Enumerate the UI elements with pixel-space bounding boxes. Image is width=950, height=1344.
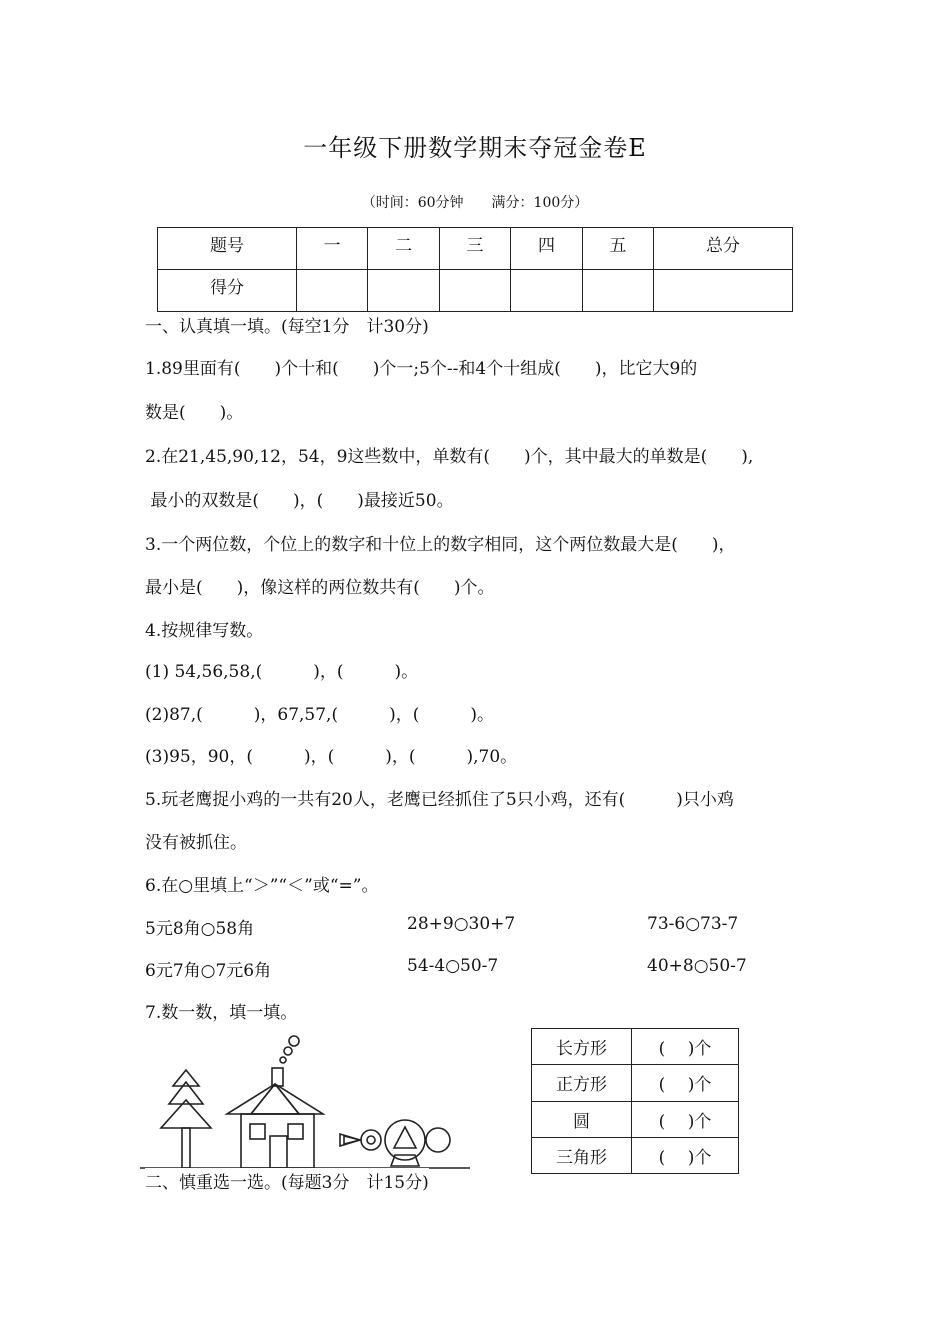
score-blank-cell[interactable] [582, 270, 653, 312]
house-roof-inner-triangle [251, 1084, 299, 1114]
q6-heading: 6.在○里填上“＞”“＜”或“=”。 [145, 876, 379, 896]
shape-count-table [531, 1028, 739, 1174]
q6-compare-item: 40+8○50-7 [647, 956, 747, 976]
exam-info: （时间：60分钟 满分：100分） [361, 195, 589, 211]
q6-compare-item: 73-6○73-7 [647, 914, 739, 934]
score-blank-cell[interactable] [654, 270, 793, 312]
q4-part3: (3)95，90，( )，( )，( ),70。 [145, 747, 518, 767]
smoke-circle [284, 1047, 292, 1055]
q7-heading: 7.数一数，填一填。 [145, 1003, 298, 1023]
score-blank-cell[interactable] [368, 270, 439, 312]
shape-count-blank[interactable]: ( )个 [632, 1029, 739, 1065]
figure-circle [367, 1136, 375, 1144]
score-blank-cell[interactable] [296, 270, 367, 312]
q1-line2: 数是( )。 [145, 403, 244, 423]
score-row-label: 得分 [158, 270, 297, 312]
section2-heading: 二、慎重选一选。(每题3分 计15分) [145, 1168, 429, 1193]
tree-triangle-top [173, 1070, 199, 1086]
smoke-circle [280, 1057, 286, 1063]
shape-label: 长方形 [532, 1029, 632, 1065]
figure-circle [361, 1130, 381, 1150]
house-wall [241, 1114, 314, 1168]
figure-head-circle [426, 1128, 450, 1152]
tree-trunk [182, 1128, 190, 1168]
figure-triangle [394, 1127, 416, 1148]
shape-count-blank[interactable]: ( )个 [632, 1101, 739, 1137]
q4-part1: (1) 54,56,58,( )，( )。 [145, 662, 419, 682]
score-header-cell: 一 [296, 228, 367, 270]
shape-label: 正方形 [532, 1065, 632, 1101]
figure-triangle [344, 1136, 360, 1144]
q3-line2: 最小是( )，像这样的两位数共有( )个。 [145, 578, 495, 598]
q4-part2: (2)87,( )，67,57,( )，( )。 [145, 705, 494, 725]
house-window [250, 1124, 265, 1139]
q4-heading: 4.按规律写数。 [145, 621, 264, 641]
q5-line1: 5.玩老鹰捉小鸡的一共有20人，老鹰已经抓住了5只小鸡，还有( )只小鸡 [145, 790, 734, 810]
shape-label: 圆 [532, 1101, 632, 1137]
q3-line1: 3.一个两位数，个位上的数字和十位上的数字相同，这个两位数最大是( )， [145, 535, 736, 555]
shapes-picture [140, 1030, 475, 1175]
section1-heading: 一、认真填一填。(每空1分 计30分) [145, 317, 429, 337]
score-header-cell: 二 [368, 228, 439, 270]
page-title: 一年级下册数学期末夺冠金卷E [303, 134, 647, 162]
q6-compare-item: 28+9○30+7 [407, 914, 516, 934]
house-door [270, 1136, 287, 1168]
score-header-cell: 题号 [158, 228, 297, 270]
q6-compare-item: 6元7角○7元6角 [145, 961, 272, 981]
shape-label: 三角形 [532, 1137, 632, 1173]
score-header-cell: 四 [511, 228, 582, 270]
house-roof [227, 1084, 323, 1114]
q5-line2: 没有被抓住。 [145, 833, 247, 853]
q6-compare-item: 54-4○50-7 [407, 956, 499, 976]
score-blank-cell[interactable] [511, 270, 582, 312]
shape-count-blank[interactable]: ( )个 [632, 1065, 739, 1101]
shape-count-blank[interactable]: ( )个 [632, 1137, 739, 1173]
q2-line2: 最小的双数是( )，( )最接近50。 [145, 491, 454, 511]
score-header-cell: 三 [439, 228, 510, 270]
q2-line1: 2.在21,45,90,12，54，9这些数中，单数有( )个，其中最大的单数是( ), [145, 447, 754, 467]
q6-compare-item: 5元8角○58角 [145, 919, 255, 939]
q1-line1: 1.89里面有( )个十和( )个一;5个--和4个十组成( )，比它大9的 [145, 359, 698, 379]
score-header-cell: 总分 [654, 228, 793, 270]
score-blank-cell[interactable] [439, 270, 510, 312]
house-window [288, 1124, 303, 1139]
score-table [157, 227, 793, 312]
smoke-circle [289, 1036, 299, 1046]
score-header-cell: 五 [582, 228, 653, 270]
chimney [272, 1068, 283, 1086]
